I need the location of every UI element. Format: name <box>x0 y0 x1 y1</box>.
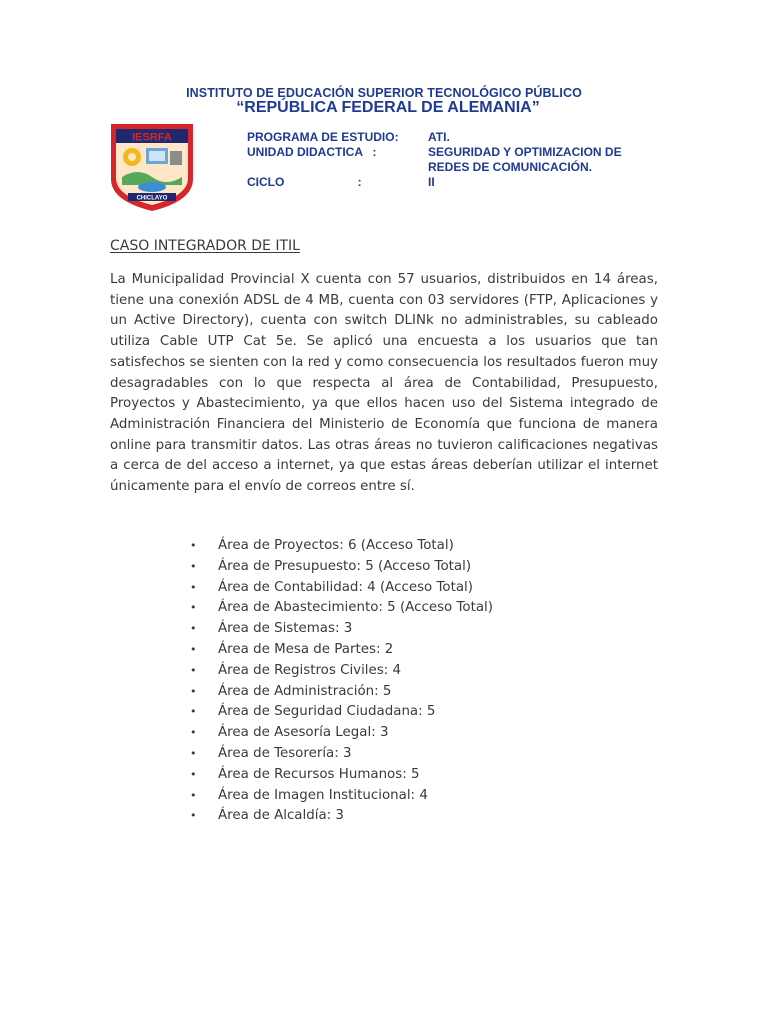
case-paragraph: La Municipalidad Provincial X cuenta con 57 usuarios, distribuidos en 14 áreas, tiene una conexión ADSL de 4 MB, cuenta con 03 servidores (FTP, Aplicaciones y un Active Directory), cuenta con switch DLINk no administrables, su cableado utiliza Cable UTP Cat 5e. Se aplicó una encuesta a los usuarios que tan satisfechos se sienten con la red y como consecuencia los resultados fueron muy desagradables con lo que respecta al área de Contabilidad, Presupuesto, Proyectos y Abastecimiento, ya que ellos hacen uso del Sistema integrado de Administración Financiera del Ministerio de Economía que funciona de manera online para transmitir datos. Las otras áreas no tuvieron calificaciones negativas a cerca de del acceso a internet, ya que estas áreas deberían utilizar el internet únicamente para el envío de correos entre sí. <box>110 272 658 495</box>
list-item <box>190 619 493 640</box>
area-list <box>190 536 493 827</box>
area-item-text: Área de Contabilidad: 4 (Acceso Total) <box>218 579 473 595</box>
area-item-text: Área de Recursos Humanos: 5 <box>218 766 420 782</box>
area-item-text: Área de Tesorería: 3 <box>218 745 352 761</box>
area-item-text: Área de Administración: 5 <box>218 683 392 699</box>
institution-name: INSTITUTO DE EDUCACIÓN SUPERIOR TECNOLÓGICO PÚBLICO <box>186 86 582 100</box>
bullet-icon: • <box>190 809 197 823</box>
info-label: UNIDAD DIDACTICA : <box>247 145 377 159</box>
logo-city: CHICLAYO <box>136 195 168 202</box>
list-item <box>190 661 493 682</box>
bullet-icon: • <box>190 684 197 698</box>
bullet-icon: • <box>190 767 197 781</box>
area-item-text: Área de Imagen Institucional: 4 <box>218 787 428 803</box>
bullet-icon: • <box>190 663 197 677</box>
area-item-text: Área de Abastecimiento: 5 (Acceso Total) <box>218 600 493 616</box>
info-row-unit <box>247 145 658 175</box>
institution-logo <box>108 121 196 214</box>
course-info <box>247 130 658 190</box>
list-item <box>190 744 493 765</box>
bullet-icon: • <box>190 746 197 760</box>
bullet-icon: • <box>190 601 197 615</box>
bullet-icon: • <box>190 705 197 719</box>
area-item-text: Área de Registros Civiles: 4 <box>218 662 402 678</box>
list-item <box>190 557 493 578</box>
bullet-icon: • <box>190 788 197 802</box>
info-label: PROGRAMA DE ESTUDIO: <box>247 130 399 144</box>
list-item <box>190 806 493 827</box>
area-item-text: Área de Presupuesto: 5 (Acceso Total) <box>218 558 472 574</box>
list-item <box>190 723 493 744</box>
info-row-cycle <box>247 175 658 190</box>
logo-text: IESRFA <box>132 131 172 144</box>
info-value: II <box>428 175 435 189</box>
area-item-text: Área de Proyectos: 6 (Acceso Total) <box>218 538 454 553</box>
area-item-text: Área de Sistemas: 3 <box>218 621 353 637</box>
area-item-text: Área de Seguridad Ciudadana: 5 <box>218 704 436 720</box>
info-value: ATI. <box>428 130 450 144</box>
institution-subtitle: “REPÚBLICA FEDERAL DE ALEMANIA” <box>236 99 540 116</box>
area-item-text: Área de Asesoría Legal: 3 <box>218 725 389 741</box>
area-item-text: Área de Alcaldía: 3 <box>218 808 344 824</box>
info-row-program <box>247 130 658 145</box>
bullet-icon: • <box>190 726 197 740</box>
list-item <box>190 702 493 723</box>
list-item <box>190 578 493 599</box>
bullet-icon: • <box>190 622 197 636</box>
list-item <box>190 682 493 703</box>
list-item <box>190 536 493 557</box>
list-item <box>190 765 493 786</box>
list-item <box>190 786 493 807</box>
info-value: SEGURIDAD Y OPTIMIZACION DE REDES DE COMUNICACIÓN. <box>428 145 622 174</box>
list-item <box>190 640 493 661</box>
bullet-icon: • <box>190 580 197 594</box>
info-label: CICLO : <box>247 175 362 189</box>
bullet-icon: • <box>190 642 197 656</box>
document-title: CASO INTEGRADOR DE ITIL <box>110 238 300 254</box>
bullet-icon: • <box>190 559 197 573</box>
list-item <box>190 598 493 619</box>
bullet-icon: • <box>190 539 197 552</box>
area-item-text: Área de Mesa de Partes: 2 <box>218 641 394 657</box>
